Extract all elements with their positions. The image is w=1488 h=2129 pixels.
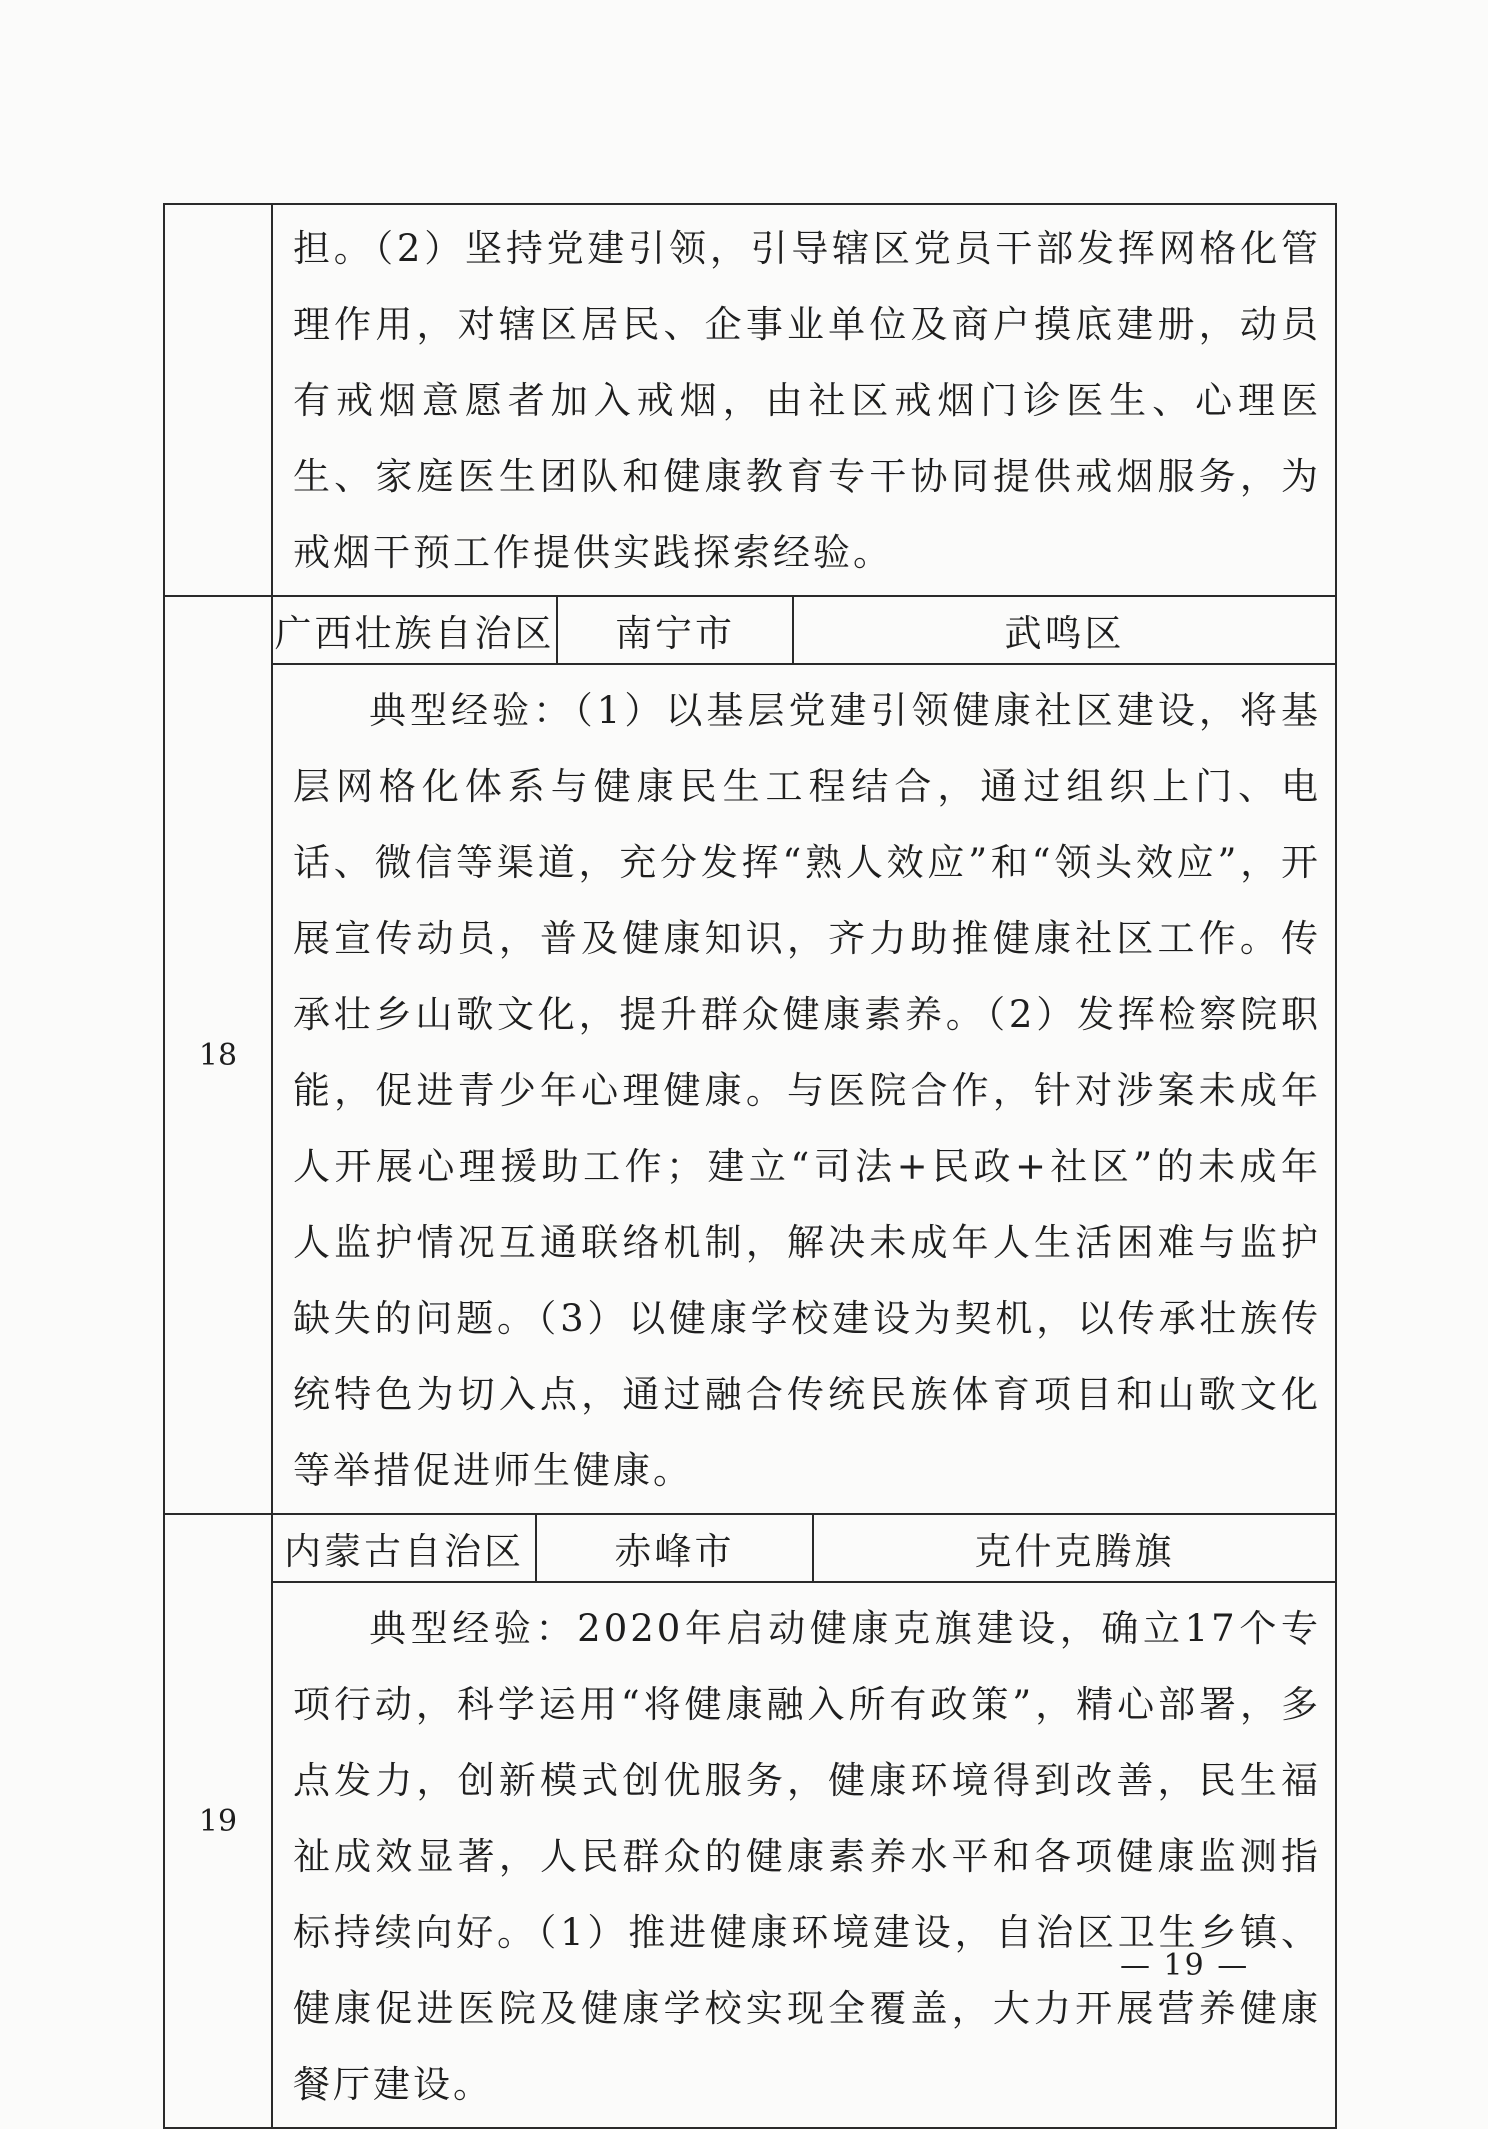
city-cell: 赤峰市 — [536, 1515, 813, 1581]
table-row — [164, 204, 1336, 596]
row-number: 18 — [164, 596, 272, 1514]
row-17-continued-text: 担。（2）坚持党建引领，引导辖区党员干部发挥网格化管理作用，对辖区居民、企事业单位及商户摸底建册，动员有戒烟意愿者加入戒烟，由社区戒烟门诊医生、心理医生、家庭医生团队和健康教育专干协同提供戒烟服务，为戒烟干预工作提供实践探索经验。 — [272, 204, 1336, 596]
district-cell: 武鸣区 — [1004, 612, 1125, 655]
page-number: — 19 — — [1120, 1948, 1250, 1983]
location-row — [272, 596, 1336, 664]
experience-text: 典型经验：2020年启动健康克旗建设，确立17个专项行动，科学运用“将健康融入所有政策”，精心部署，多点发力，创新模式创优服务，健康环境得到改善，民生福祉成效显著，人民群众的健康素养水平和各项健康监测指标持续向好。（1）推进健康环境建设，自治区卫生乡镇、健康促进医院及健康学校实现全覆盖，大力开展营养健康餐厅建设。 — [272, 1582, 1336, 2128]
table-row — [164, 596, 1336, 664]
province-cell: 内蒙古自治区 — [273, 1515, 536, 1581]
district-cell: 克什克腾旗 — [974, 1530, 1175, 1573]
row-number-cell — [164, 204, 272, 596]
city-cell: 南宁市 — [557, 597, 793, 663]
location-row — [272, 1514, 1336, 1582]
table-row — [164, 1582, 1336, 2128]
table-row — [164, 1514, 1336, 1582]
table-row — [164, 664, 1336, 1514]
experience-table — [163, 203, 1337, 2129]
row-number: 19 — [164, 1514, 272, 2128]
experience-text: 典型经验：（1）以基层党建引领健康社区建设，将基层网格化体系与健康民生工程结合，通过组织上门、电话、微信等渠道，充分发挥“熟人效应”和“领头效应”，开展宣传动员，普及健康知识，齐力助推健康社区工作。传承壮乡山歌文化，提升群众健康素养。（2）发挥检察院职能，促进青少年心理健康。与医院合作，针对涉案未成年人开展心理援助工作；建立“司法+民政+社区”的未成年人监护情况互通联络机制，解决未成年人生活困难与监护缺失的问题。（3）以健康学校建设为契机，以传承壮族传统特色为切入点，通过融合传统民族体育项目和山歌文化等举措促进师生健康。 — [272, 664, 1336, 1514]
province-cell: 广西壮族自治区 — [273, 597, 557, 663]
